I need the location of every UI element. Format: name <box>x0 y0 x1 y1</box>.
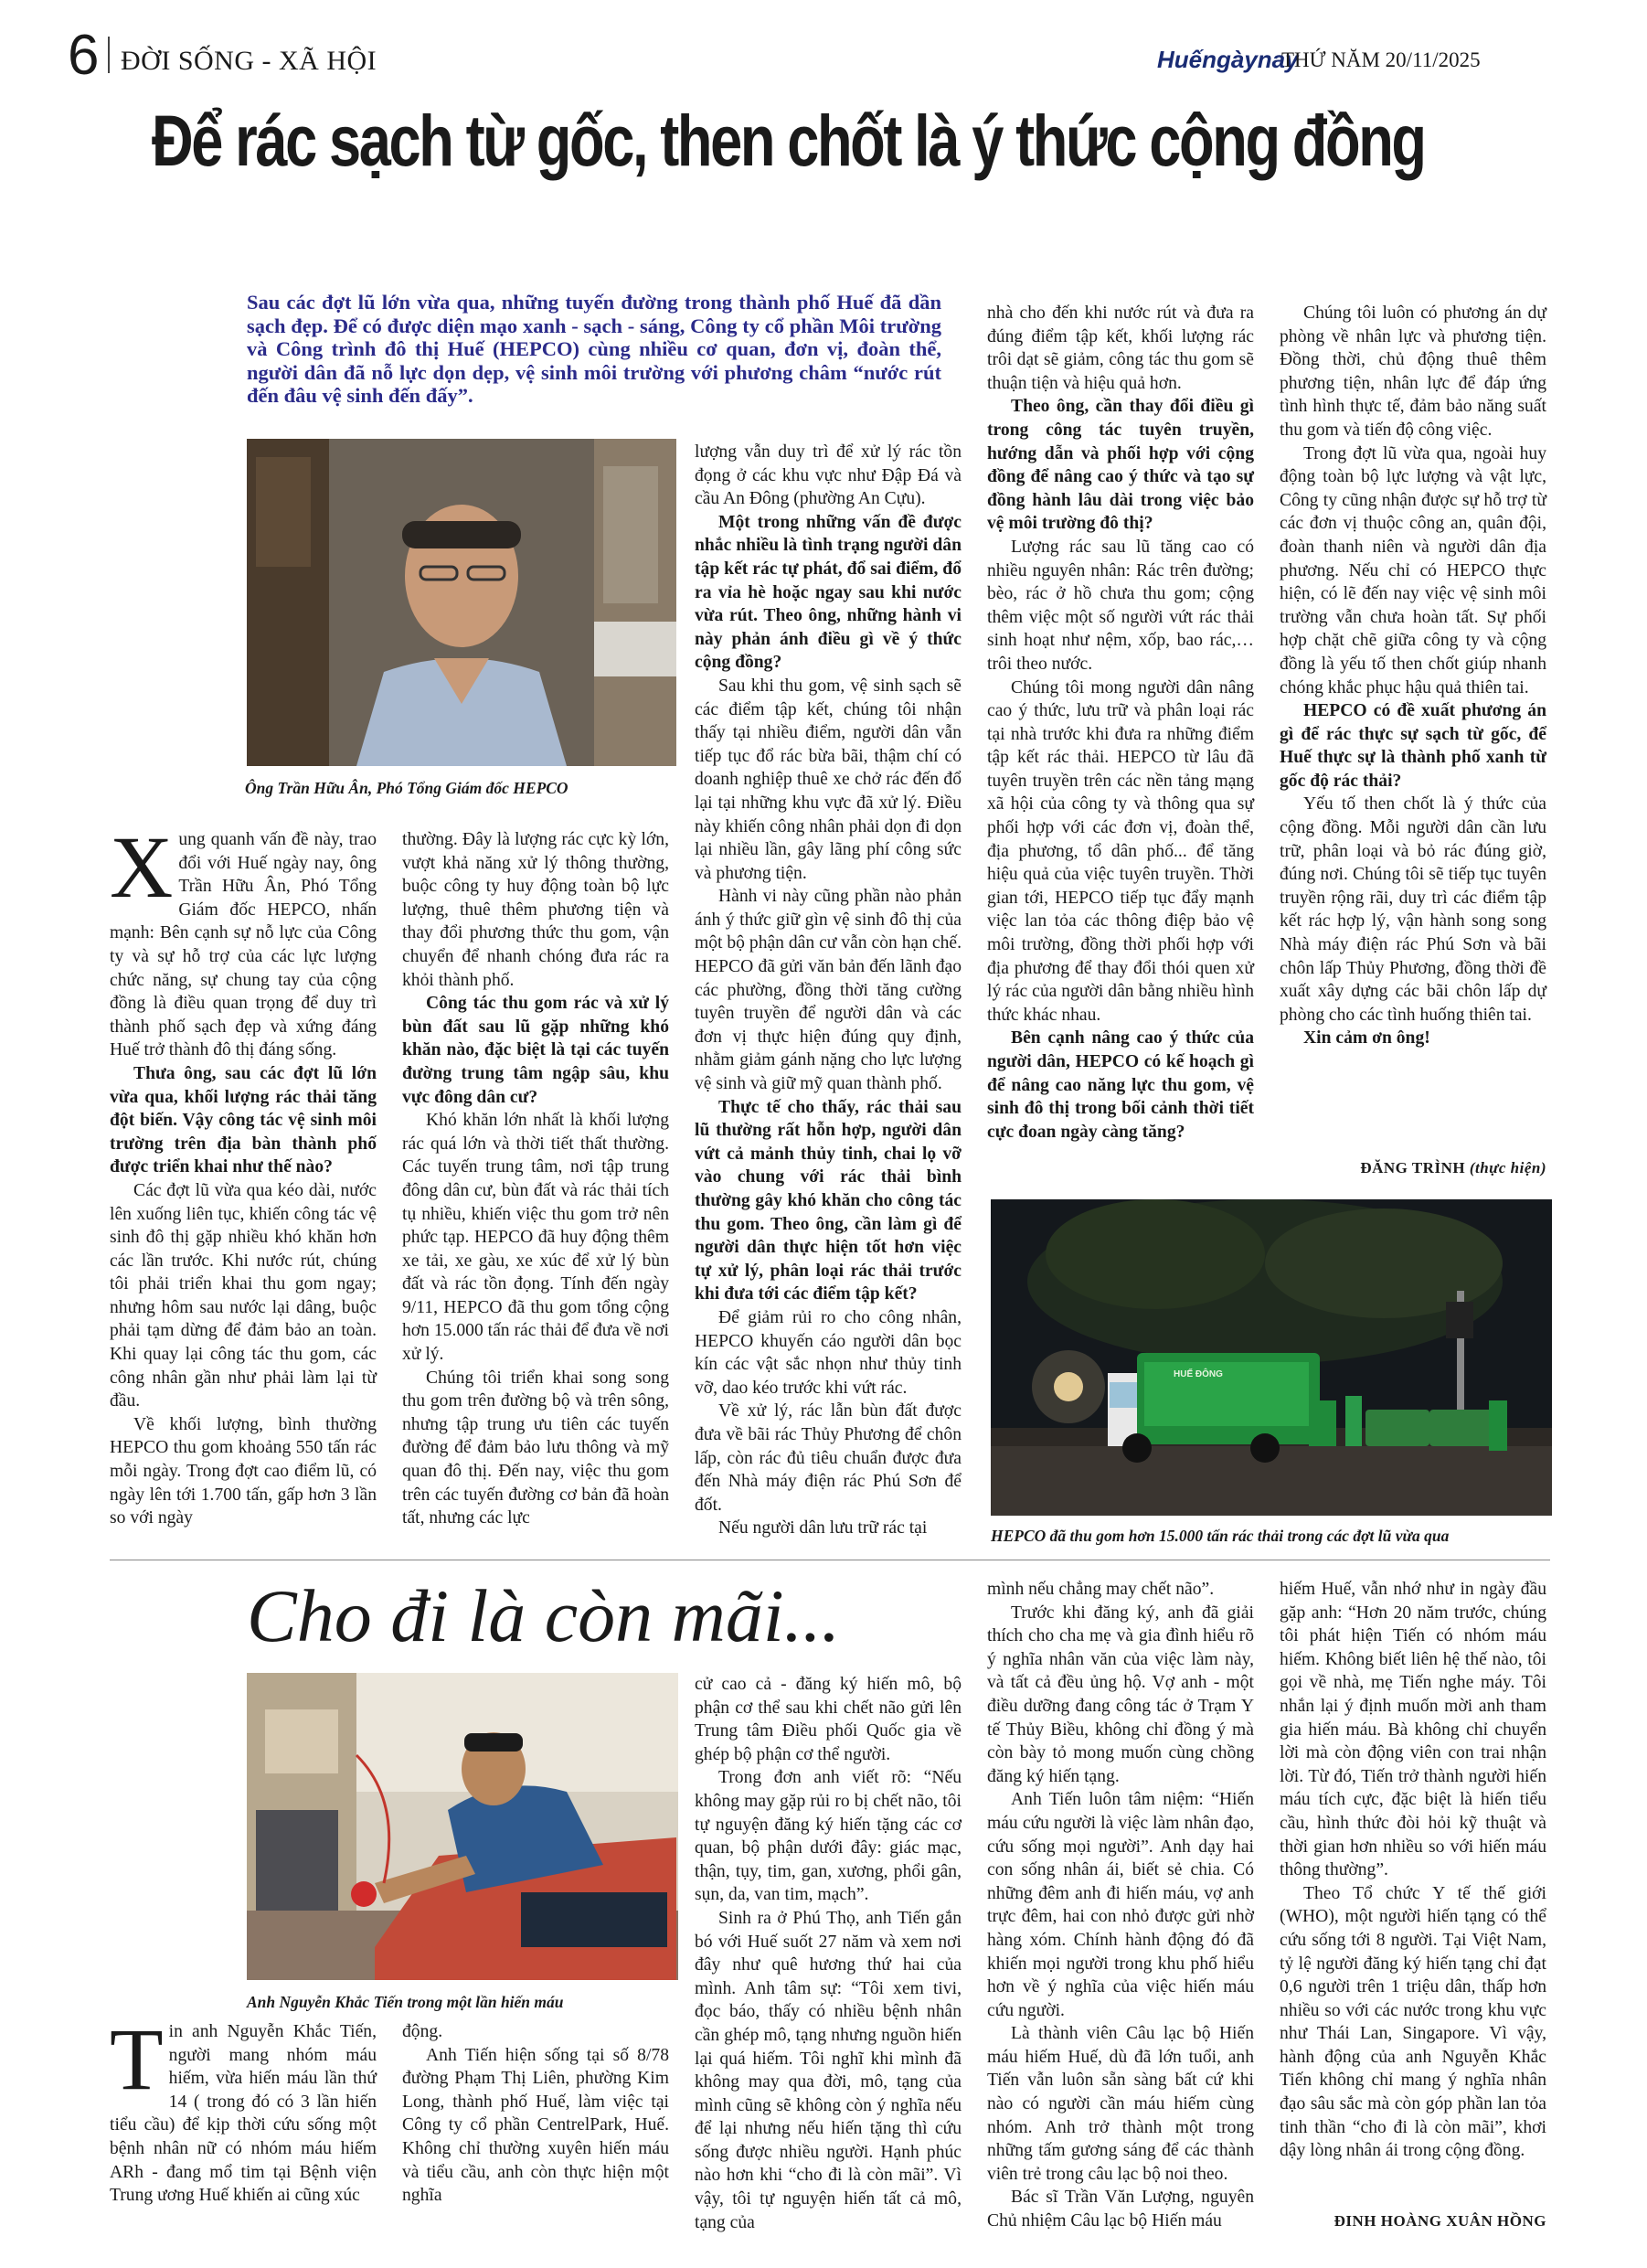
paragraph: Về xử lý, rác lẫn bùn đất được đưa về bãi rác Thủy Phương để chôn lấp, còn rác đủ tiêu chuẩn được đưa đến Nhà máy điện rác Phú Sơn để đốt. <box>695 1401 962 1515</box>
question: Một trong những vấn đề được nhắc nhiều là tình trạng người dân tập kết rác tự phát, đổ sai điểm, đổ ra vỉa hè hoặc ngay sau khi nước vừa rút. Theo ông, những hành vi này phản ánh điều gì về ý thức cộng đồng? <box>695 512 962 673</box>
paragraph: Để giảm rủi ro cho công nhân, HEPCO khuyến cáo người dân bọc kín các vật sắc nhọn như thủy tinh vỡ, dao kéo trước khi vứt rác. <box>695 1307 962 1398</box>
dropcap: X <box>110 818 174 916</box>
paragraph: Trước khi đăng ký, anh đã giải thích cho cha mẹ và gia đình hiểu rõ ý nghĩa nhân văn của việc làm này, và tất cả đều ủng hộ. Vợ anh - một điều dưỡng đang công tác ở Trạm Y tế Thủy Biều, không chỉ đồng ý mà còn bày tỏ mong muốn cùng chồng đăng ký hiến tạng. <box>987 1603 1254 1786</box>
paragraph: Trong đợt lũ vừa qua, ngoài huy động toàn bộ lực lượng và vật lực, Công ty cũng nhận được sự hỗ trợ từ các đơn vị thuộc công an, quân đội, đoàn thanh niên và người dân địa phương. Nếu chỉ có HEPCO thực hiện, có lẽ đến nay việc vệ sinh môi trường vẫn chưa hoàn tất. Sự phối hợp chặt chẽ giữa công ty và cộng đồng là yếu tố then chốt giúp nhanh chóng khắc phục hậu quả thiên tai. <box>1280 443 1546 697</box>
header-divider <box>108 37 110 73</box>
paragraph: hiếm Huế, vẫn nhớ như in ngày đầu gặp anh: “Hơn 20 năm trước, chúng tôi phát hiện Tiến có nhóm máu hiếm. Không biết liên hệ thế nào, tôi gọi về nhà, mẹ Tiến nghe máy. Tôi nhắn lại ý định muốn mời anh tham gia hiến máu. Bà không chỉ chuyển lời mà còn động viên con trai nhận lời. Từ đó, Tiến trở thành người hiến máu tích cực, đặc biệt là hiến tiểu cầu, hình thức đòi hỏi kỹ thuật và thời gian hơn nhiều so với hiến máu thông thường”. <box>1280 1580 1546 1880</box>
paragraph: Yếu tố then chốt là ý thức của cộng đồng. Mỗi người dân cần lưu trữ, phân loại và bỏ rác đúng giờ, đúng nơi. Chúng tôi sẽ tiếp tục tuyên truyền rộng rãi, duy trì các điểm tập kết rác hợp lý, vận hành song song Nhà máy điện rác Phú Sơn và bãi chôn lấp Thủy Phương, đồng thời đề xuất xây dựng các bãi chôn lấp dự phòng cho các tình huống thiên tai. <box>1280 794 1546 1025</box>
truck-caption: HEPCO đã thu gom hơn 15.000 tấn rác thải trong các đợt lũ vừa qua <box>991 1527 1450 1545</box>
paragraph: Lượng rác sau lũ tăng cao có nhiều nguyên nhân: Rác trên đường; bèo, rác ở hồ chưa thu gom; cộng thêm việc một số người vứt rác thải sinh hoạt như nệm, xốp, bao rác,… trôi theo nước. <box>987 537 1254 674</box>
question: Công tác thu gom rác và xử lý bùn đất sau lũ gặp những khó khăn nào, đặc biệt là tại các tuyến đường trung tâm ngập sâu, khu vực đông dân cư? <box>402 994 669 1107</box>
paragraph: Theo Tổ chức Y tế thế giới (WHO), một người hiến tạng có thể cứu sống tới 8 người. Tại Việt Nam, tỷ lệ người đăng ký hiến tạng chỉ đạt 0,6 người trên 1 triệu dân, thấp hơn nhiều so với các nước trong khu vực như Thái Lan, Singapore. Vì vậy, hành động của anh Nguyễn Khắc Tiến không chỉ mang ý nghĩa nhân đạo sâu sắc mà còn góp phần lan tỏa tinh thần “cho đi là còn mãi”, khơi dậy lòng nhân ái trong cộng đồng. <box>1280 1883 1546 2161</box>
paragraph: động. <box>402 2022 443 2041</box>
article2-byline: ĐINH HOÀNG XUÂN HỒNG <box>1334 2212 1546 2230</box>
question: Theo ông, cần thay đổi điều gì trong công tác tuyên truyền, hướng dẫn và phối hợp với cộng đồng để nâng cao ý thức và tạo sự đồng hành lâu dài trong việc bảo vệ môi trường đô thị? <box>987 397 1254 534</box>
question: Bên cạnh nâng cao ý thức của người dân, HEPCO có kế hoạch gì để nâng cao năng lực thu gom, vệ sinh đô thị trong bối cảnh thời tiết cực đoan ngày càng tăng? <box>987 1028 1254 1142</box>
article2-column-1 <box>110 2010 377 2208</box>
paragraph: Là thành viên Câu lạc bộ Hiến máu hiếm Huế, dù đã lớn tuổi, anh Tiến vẫn luôn sẵn sàng bất cứ khi nào có người cần máu hiếm cùng nhóm. Anh trở thành một trong những tấm gương sáng để các thành viên trẻ trong câu lạc bộ noi theo. <box>987 2024 1254 2184</box>
article2-column-2 <box>402 2020 669 2208</box>
article1-column-1 <box>110 818 377 1530</box>
article1-byline <box>1360 1159 1546 1177</box>
dropcap: T <box>110 2010 164 2108</box>
paragraph: Bác sĩ Trần Văn Lượng, nguyên Chủ nhiệm Câu lạc bộ Hiến máu <box>987 2188 1254 2231</box>
page-number: 6 <box>68 24 100 87</box>
article1-column-4 <box>987 302 1254 1144</box>
article1-title: Để rác sạch từ gốc, then chốt là ý thức cộng đồng <box>152 100 1425 181</box>
paragraph: Chúng tôi luôn có phương án dự phòng về nhân lực và phương tiện. Đồng thời, chủ động thuê thêm phương tiện, nhân lực để đáp ứng tình hình thực tế, đảm bảo năng suất thu gom và tiến độ công việc. <box>1280 303 1546 440</box>
truck-photo <box>991 1199 1552 1516</box>
paragraph: Hành vi này cũng phần nào phản ánh ý thức giữ gìn vệ sinh đô thị của một bộ phận dân cư vẫn còn hạn chế. HEPCO đã gửi văn bản đến lãnh đạo các phường, đồng thời tăng cường tuyên truyền để người dân và các đơn vị thực hiện đúng quy định, nhằm giảm gánh nặng cho lực lượng vệ sinh và giữ mỹ quan thành phố. <box>695 887 962 1094</box>
blood-donation-photo <box>247 1673 678 1980</box>
article2-column-4 <box>987 1578 1254 2233</box>
question: Xin cảm ơn ông! <box>1303 1028 1430 1049</box>
paragraph: Khó khăn lớn nhất là khối lượng rác quá lớn và thời tiết thất thường. Các tuyến trung tâm, nơi tập trung đông dân cư, bùn đất và rác thải tích tụ nhiều, khiến việc thu gom trở nên phức tạp. HEPCO đã huy động thêm xe tải, xe gàu, xe xúc để xử lý bùn đất và rác tồn đọng. Tính đến ngày 9/11, HEPCO đã thu gom tổng cộng hơn 15.000 tấn rác thải để đưa về nơi xử lý. <box>402 1111 669 1365</box>
paragraph: ung quanh vấn đề này, trao đổi với Huế ngày nay, ông Trần Hữu Ân, Phó Tổng Giám đốc HEPCO, nhấn mạnh: Bên cạnh sự nỗ lực của Công ty và sự hỗ trợ của các lực lượng chức năng, sự chung tay của cộng đồng là điều quan trọng để duy trì thành phố sạch đẹp và xứng đáng Huế trở thành đô thị đáng sống. <box>110 830 377 1060</box>
paragraph: Về khối lượng, bình thường HEPCO thu gom khoảng 550 tấn rác mỗi ngày. Trong đợt cao điểm lũ, có ngày lên tới 1.700 tấn, gấp hơn 3 lần so với ngày <box>110 1414 377 1528</box>
byline-role: (thực hiện) <box>1469 1159 1546 1177</box>
paragraph: Trong đơn anh viết rõ: “Nếu không may gặp rủi ro bị chết não, tôi tự nguyện đăng ký hiến tặng các cơ quan, bộ phận dưới đây: giác mạc, thận, tụy, tim, gan, xương, phổi gân, sụn, da, van tim, mạch”. <box>695 1768 962 1905</box>
paragraph: mình nếu chẳng may chết não”. <box>987 1580 1215 1599</box>
byline-name: ĐĂNG TRÌNH <box>1360 1159 1466 1177</box>
article2-column-5 <box>1280 1578 1546 2163</box>
newspaper-logo: Huếngàynay <box>1157 46 1299 73</box>
issue-date: THỨ NĂM 20/11/2025 <box>1281 48 1481 71</box>
portrait-photo <box>247 439 676 766</box>
blood-donation-caption: Anh Nguyễn Khắc Tiến trong một lần hiến máu <box>247 1993 564 2011</box>
article1-column-2 <box>402 828 669 1530</box>
paragraph: Anh Tiến hiện sống tại số 8/78 đường Phạm Thị Liên, phường Kim Long, thành phố Huế, làm việc tại Công ty cổ phần CentrelPark, Huế. Không chỉ thường xuyên hiến máu và tiểu cầu, anh còn thực hiện một nghĩa <box>402 2045 669 2206</box>
article1-column-3 <box>695 441 962 1540</box>
section-name: ĐỜI SỐNG - XÃ HỘI <box>121 46 377 76</box>
paragraph: Sau khi thu gom, vệ sinh sạch sẽ các điểm tập kết, chúng tôi nhận thấy tại nhiều điểm, người dân vẫn tiếp tục đổ rác bừa bãi, thậm chí có doanh nghiệp thuê xe chở rác đến đổ lại tại những khu vực đã xử lý. Điều này khiến công nhân phải dọn đi dọn lại nhiều lần, gây lãng phí công sức và phương tiện. <box>695 676 962 883</box>
paragraph: Chúng tôi triển khai song song thu gom trên đường bộ và trên sông, nhưng tập trung ưu tiên các tuyến đường để đảm bảo lưu thông và mỹ quan đô thị. Đến nay, việc thu gom trên các tuyến đường cơ bản đã hoàn tất, nhưng các lực <box>402 1368 669 1528</box>
paragraph: cử cao cả - đăng ký hiến mô, bộ phận cơ thể sau khi chết não gửi lên Trung tâm Điều phối Quốc gia về ghép bộ phận cơ thể người. <box>695 1675 962 1764</box>
question: Thực tế cho thấy, rác thải sau lũ thường rất hỗn hợp, người dân vứt cả mảnh thủy tinh, chai lọ vỡ vào chung với rác thải bình thường gây khó khăn cho công tác thu gom. Theo ông, cần làm gì để người dân thực hiện tốt hơn việc tự xử lý, phân loại rác thải trước khi đưa tới các điểm tập kết? <box>695 1097 962 1304</box>
article1-lead: Sau các đợt lũ lớn vừa qua, những tuyến đường trong thành phố Huế đã dần sạch đẹp. Để có được diện mạo xanh - sạch - sáng, Công ty cổ phần Môi trường và Công trình đô thị Huế (HEPCO) cùng nhiều cơ quan, đơn vị, đoàn thể, người dân đã nỗ lực dọn dẹp, vệ sinh môi trường với phương châm “nước rút đến đâu vệ sinh đến đấy”. <box>247 291 941 407</box>
question: HEPCO có đề xuất phương án gì để rác thực sự sạch từ gốc, để Huế thực sự là thành phố xanh từ gốc độ rác thải? <box>1280 701 1546 791</box>
paragraph: Chúng tôi mong người dân nâng cao ý thức, lưu trữ và phân loại rác tại nhà trước khi đưa ra những điểm tập kết rác thải. HEPCO từ lâu đã tuyên truyền trên các nền tảng mạng xã hội của công ty và thông qua sự phối hợp với các đơn vị, đoàn thể, địa phương, tổ dân phố... để tăng hiệu quả của việc tuyên truyền. Thời gian tới, HEPCO tiếp tục đẩy mạnh việc lan tỏa các thông điệp bảo vệ môi trường, đồng thời phối hợp với địa phương để thay đổi thói quen xử lý rác của người dân bằng nhiều hình thức khác nhau. <box>987 677 1254 1025</box>
paragraph: thường. Đây là lượng rác cực kỳ lớn, vượt khả năng xử lý thông thường, buộc công ty huy động toàn bộ lực lượng, thuê thêm phương tiện và thay đổi phương thức thu gom, vận chuyển để nhanh chóng đưa rác ra khỏi thành phố. <box>402 830 669 990</box>
paragraph: Các đợt lũ vừa qua kéo dài, nước lên xuống liên tục, khiến công tác vệ sinh đô thị gặp nhiều khó khăn hơn các lần trước. Khi nước rút, chúng tôi phải triển khai thu gom ngay; nhưng hôm sau nước lại dâng, buộc phải tạm dừng để đảm bảo an toàn. Khi quay lại công tác thu gom, các công nhân gần như phải làm lại từ đầu. <box>110 1180 377 1411</box>
question: Thưa ông, sau các đợt lũ lớn vừa qua, khối lượng rác thải tăng đột biến. Vậy công tác vệ sinh môi trường trên địa bàn thành phố được triển khai như thế nào? <box>110 1063 377 1177</box>
paragraph: Sinh ra ở Phú Thọ, anh Tiến gắn bó với Huế suốt 27 năm và xem nơi đây như quê hương thứ hai của mình. Anh tâm sự: “Tôi xem tivi, đọc báo, thấy có nhiều bệnh nhân cần ghép mô, tạng nhưng nguồn hiến lại quá hiếm. Tôi nghĩ khi mình đã không may qua đời, mô, tạng của mình cũng sẽ không còn ý nghĩa nếu để lại nhưng nếu hiến tặng thì cứu sống được nhiều người. Hạnh phúc nào hơn khi “cho đi là còn mãi”. Vì vậy, tôi tự nguyện hiến tất cả mô, tạng của <box>695 1908 962 2232</box>
truck-label: HUẾ ĐÔNG <box>1174 1369 1223 1379</box>
paragraph: Anh Tiến luôn tâm niệm: “Hiến máu cứu người là việc làm nhân đạo, cứu sống mọi người”. Anh dạy hai con sống nhân ái, biết sẻ chia. Có những đêm anh đi hiến máu, vợ anh trực đêm, hai con nhỏ được gửi nhờ hàng xóm. Chính hành động đó đã khiến mọi người trong khu phố hiểu hơn về ý nghĩa của việc hiến máu cứu người. <box>987 1790 1254 2020</box>
paragraph: nhà cho đến khi nước rút và đưa ra đúng điểm tập kết, khối lượng rác trôi dạt sẽ giảm, công tác thu gom sẽ thuận tiện và hiệu quả hơn. <box>987 303 1254 393</box>
portrait-caption: Ông Trần Hữu Ân, Phó Tổng Giám đốc HEPCO <box>245 779 568 797</box>
paragraph: Nếu người dân lưu trữ rác tại <box>718 1518 928 1539</box>
article1-column-5 <box>1280 302 1546 1050</box>
paragraph: lượng vẫn duy trì để xử lý rác tồn đọng ở các khu vực như Đập Đá và cầu An Đông (phường An Cựu). <box>695 442 962 509</box>
paragraph: in anh Nguyễn Khắc Tiến, người mang nhóm máu hiếm, vừa hiến máu lần thứ 14 ( trong đó có 3 lần hiến tiểu cầu) để kịp thời cứu sống một bệnh nhân nữ có nhóm máu hiếm ARh - đang mổ tim tại Bệnh viện Trung ương Huế khiến ai cũng xúc <box>110 2022 377 2206</box>
article2-title: Cho đi là còn mãi... <box>247 1574 841 1657</box>
article2-column-3 <box>695 1673 962 2234</box>
